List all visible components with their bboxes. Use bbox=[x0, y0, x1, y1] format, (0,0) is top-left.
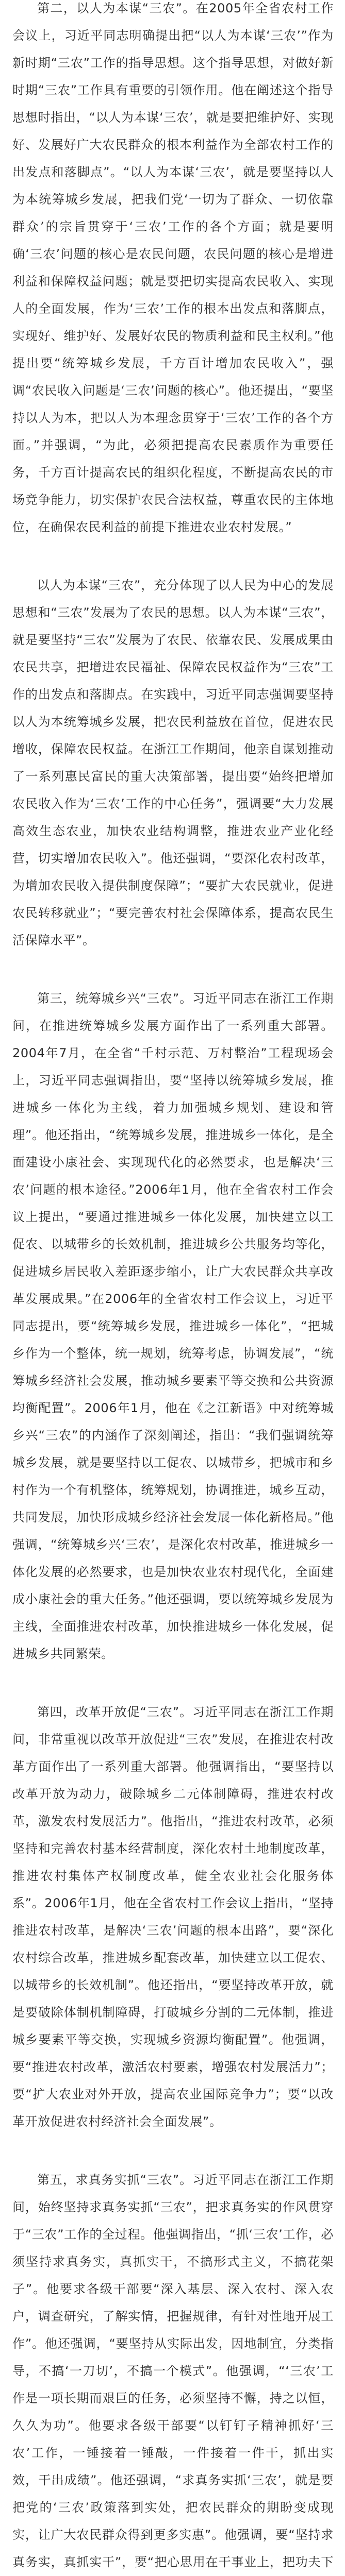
paragraph-people-centered: 第二，以人为本谋“三农”。在2005年全省农村工作会议上，习近平同志明确提出把“以人为本谋‘三农’”作为新时期“三农”工作的指导思想。这个指导思想，对做好新时期“三农”工作具有重要的引领作用。他在阐述这个指导思想时指出，“以人为本谋‘三农’，就是要把维护好、实现好、发展好广大农民群众的根本利益作为全部农村工作的出发点和落脚点”。“以人为本谋‘三农’，就是要坚持以人为本统筹城乡发展，把我们党‘一切为了群众、一切依靠群众’的宗旨贯穿于‘三农’工作的各个方面；就是要明确‘三农’问题的核心是农民问题，农民问题的核心是增进利益和保障权益问题；就是要把切实提高农民收入、实现人的全面发展，作为‘三农’工作的根本出发点和落脚点，实现好、维护好、发展好农民的物质利益和民主权利。”他提出要“统筹城乡发展，千方百计增加农民收入”，强调“农民收入问题是‘三农’问题的核心”。他还提出，“要坚持以人为本，把以人为本理念贯穿于‘三农’工作的各个方面。”并强调，“为此，必须把提高农民素质作为重要任务，千方百计提高农民的组织化程度，不断提高农民的市场竞争能力，切实保护农民合法权益，尊重农民的主体地位，在确保农民利益的前提下推进农业农村发展。” bbox=[12, 1, 334, 534]
paragraph-reform-opening: 第四，改革开放促“三农”。习近平同志在浙江工作期间，非常重视以改革开放促进“三农”发展，在推进农村改革方面作出了一系列重大部署。他强调指出，“要坚持以改革开放为动力，破除城乡二元体制障碍，推进农村改革，激发农村发展活力”。他指出，“推进农村改革，必须坚持和完善农村基本经营制度，深化农村土地制度改革，推进农村集体产权制度改革，健全农业社会化服务体系”。2006年1月，他在全省农村工作会议上指出，“坚持推进农村改革，是解决‘三农’问题的根本出路”，要“深化农村综合改革，推进城乡配套改革，加快建立以工促农、以城带乡的长效机制”。他还指出，“要坚持改革开放，就是要破除体制机制障碍，打破城乡分割的二元体制，推进城乡要素平等交换，实现城乡资源均衡配置”。他强调，要“推进农村改革，激活农村要素，增强农村发展活力”；要“扩大农业对外开放，提高农业国际竞争力”；要“以改革开放促进农村经济社会全面发展”。 bbox=[12, 1705, 334, 2129]
paragraph-urban-rural-coordination: 第三，统筹城乡兴“三农”。习近平同志在浙江工作期间，在推进统筹城乡发展方面作出了一系列重大部署。2004年7月，在全省“千村示范、万村整治”工程现场会上，习近平同志强调指出，要“坚持以统筹城乡发展，推进城乡一体化为主线，着力加强城乡规划、建设和管理”。他还指出，“统筹城乡发展，推进城乡一体化，是全面建设小康社会、实现现代化的必然要求，也是解决‘三农’问题的根本途径。”2006年1月，他在全省农村工作会议上提出，“要通过推进城乡一体化发展，加快建立以工促农、以城带乡的长效机制，推进城乡公共服务均等化，促进城乡居民收入差距逐步缩小，让广大农民群众共享改革发展成果。”在2006年的全省农村工作会议上，习近平同志提出，要“统筹城乡发展，推进城乡一体化”，“把城乡作为一个整体，统一规划，统筹考虑，协调发展”，“统筹城乡经济社会发展，推动城乡要素平等交换和公共资源均衡配置”。2006年1月，他在《之江新语》中对统筹城乡兴“三农”的内涵作了深刻阐述，指出：“我们强调统筹城乡发展，就是要坚持以工促农、以城带乡，把城市和乡村作为一个有机整体，统筹规划，协调推进，城乡互动，共同发展，加快形成城乡经济社会发展一体化新格局。”他强调，“统筹城乡兴‘三农’，是深化农村改革，推进城乡一体化发展的必然要求，也是加快农业农村现代化，全面建成小康社会的重大任务。”他还强调，要以统筹城乡发展为主线，全面推进农村改革，加快推进城乡一体化发展，促进城乡共同繁荣。 bbox=[12, 991, 334, 1661]
paragraph-practical-approach: 第五，求真务实抓“三农”。习近平同志在浙江工作期间，始终坚持求真务实抓“三农”，把求真务实的作风贯穿于“三农”工作的全过程。他强调指出，“抓‘三农’工作，必须坚持求真务实，真抓实干，不搞形式主义，不搞花架子”。他要求各级干部要“深入基层、深入农村、深入农户，调查研究，了解实情，把握规律，有针对性地开展工作”。他还强调，“要坚持从实际出发，因地制宜，分类指导，不搞‘一刀切’，不搞一个模式”。他强调，“‘三农’工作是一项长期而艰巨的任务，必须坚持不懈，持之以恒，久久为功”。他要求各级干部要“以钉钉子精神抓好‘三农’工作，一锤接着一锤敲，一件接着一件干，抓出实效，干出成绩”。他还强调，“求真务实抓‘三农’，就是要把党的‘三农’政策落到实处，把农民群众的期盼变成现实，让广大农民群众得到更多实惠”。他强调，要“坚持求真务实，真抓实干”，要“把心思用在干事业上，把功夫下 bbox=[12, 2173, 334, 2569]
paragraph-people-centered-elaboration: 以人为本谋“三农”，充分体现了以人民为中心的发展思想和“三农”发展为了农民的思想。以人为本谋“三农”，就是要坚持“三农”发展为了农民、依靠农民、发展成果由农民共享，把增进农民福祉、保障农民权益作为“三农”工作的出发点和落脚点。在实践中，习近平同志强调要坚持以人为本统筹城乡发展，把农民利益放在首位，促进农民增收，保障农民权益。在浙江工作期间，他亲自谋划推动了一系列惠民富民的重大决策部署，提出要“始终把增加农民收入作为‘三农’工作的中心任务”，强调要“大力发展高效生态农业，加快农业结构调整，推进农业产业化经营，切实增加农民收入”。他还强调，“要深化农村改革，为增加农民收入提供制度保障”；“要扩大农民就业，促进农民转移就业”；“要完善农村社会保障体系，提高农民生活保障水平”。 bbox=[12, 578, 334, 947]
